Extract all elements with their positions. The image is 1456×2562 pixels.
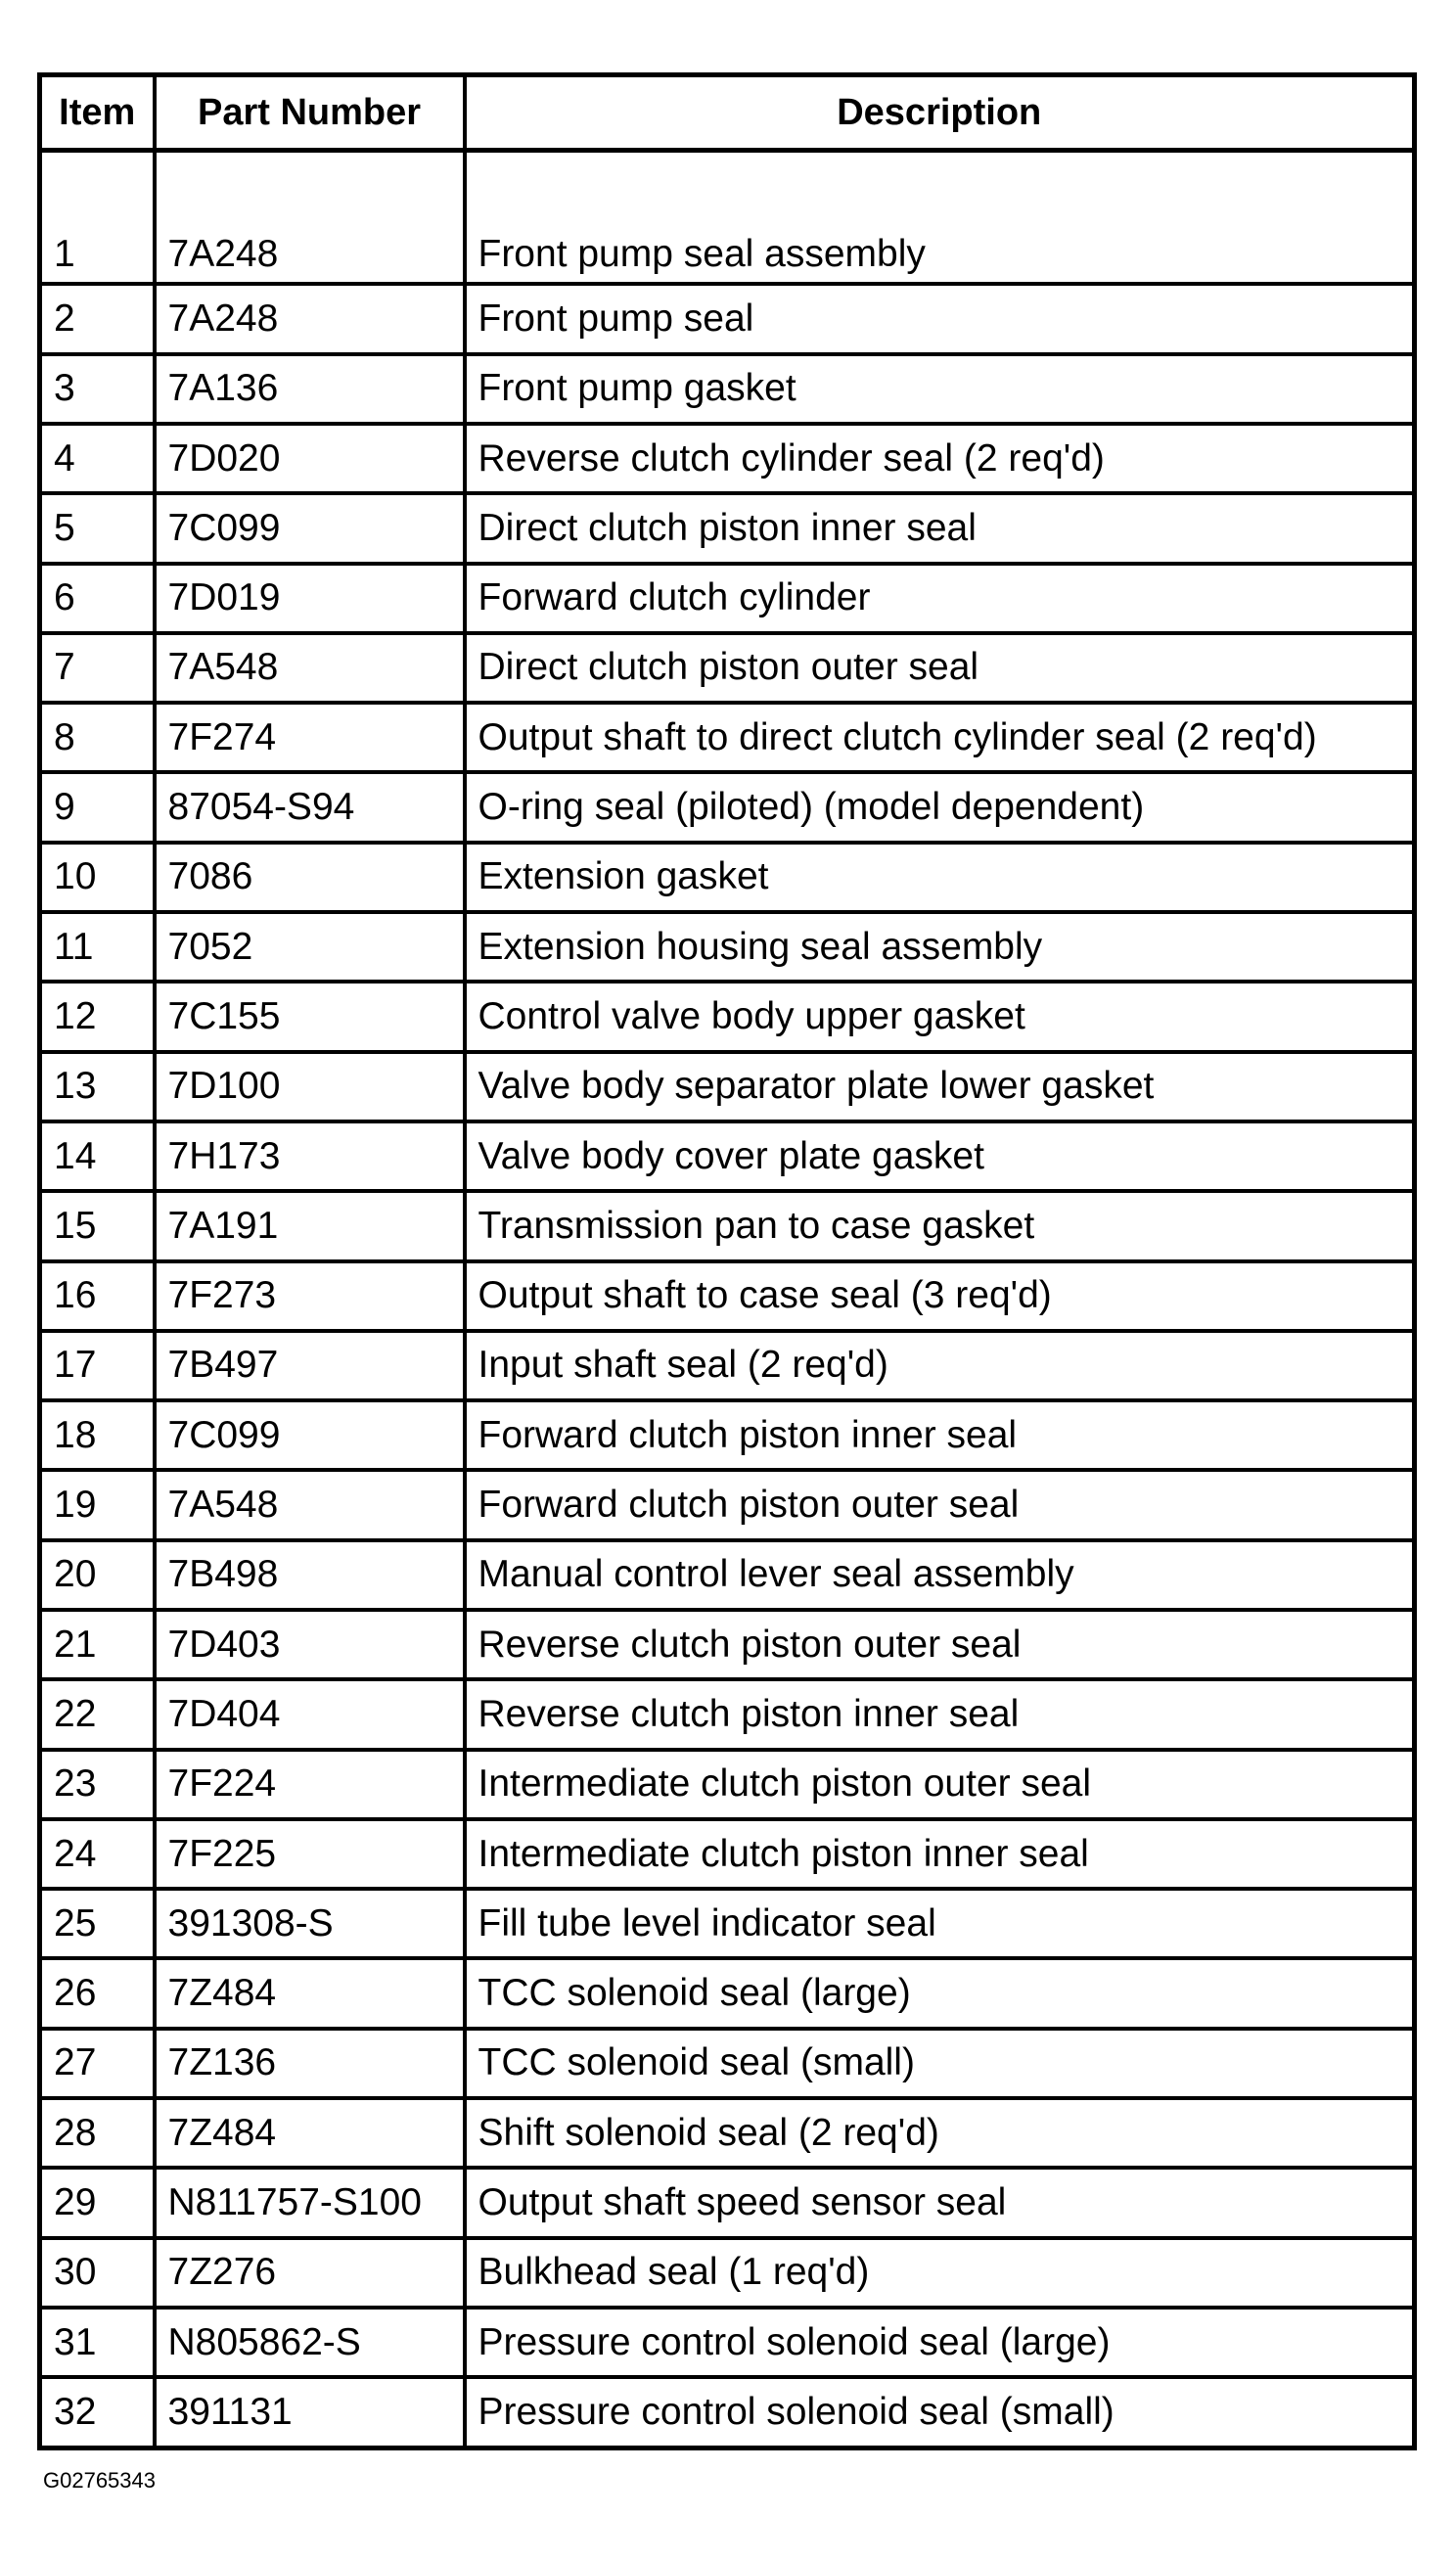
table-row (40, 1819, 1415, 1889)
cell-part-number: 7B497 (155, 1331, 465, 1400)
cell-part-number: 7Z484 (155, 1958, 465, 2028)
cell-item: 28 (40, 2098, 155, 2168)
table-row (40, 703, 1415, 772)
table-row (40, 1889, 1415, 1958)
table-row (40, 1052, 1415, 1121)
cell-part-number: 7A191 (155, 1191, 465, 1260)
cell-description: Valve body cover plate gasket (465, 1121, 1415, 1191)
cell-item: 6 (40, 564, 155, 633)
cell-part-number: 7052 (155, 912, 465, 982)
table-body (40, 151, 1415, 2448)
cell-item: 1 (40, 151, 155, 285)
cell-item: 21 (40, 1610, 155, 1679)
table-row (40, 2029, 1415, 2098)
cell-item: 20 (40, 1540, 155, 1610)
table-row (40, 2168, 1415, 2237)
cell-item: 2 (40, 284, 155, 353)
table-row (40, 1191, 1415, 1260)
table-row (40, 772, 1415, 842)
cell-item: 17 (40, 1331, 155, 1400)
cell-part-number: 7Z276 (155, 2238, 465, 2308)
figure-id: G02765343 (43, 2468, 156, 2493)
table-header (40, 75, 1415, 151)
table-row (40, 1261, 1415, 1331)
cell-item: 9 (40, 772, 155, 842)
table-row (40, 1121, 1415, 1191)
cell-part-number: 7D019 (155, 564, 465, 633)
header-row (40, 75, 1415, 151)
cell-item: 7 (40, 633, 155, 703)
cell-description: Intermediate clutch piston inner seal (465, 1819, 1415, 1889)
header-description: Description (465, 75, 1415, 151)
cell-description: Valve body separator plate lower gasket (465, 1052, 1415, 1121)
cell-description: Shift solenoid seal (2 req'd) (465, 2098, 1415, 2168)
table-row (40, 1331, 1415, 1400)
table-row (40, 284, 1415, 353)
cell-item: 18 (40, 1400, 155, 1470)
table-row (40, 493, 1415, 563)
cell-item: 16 (40, 1261, 155, 1331)
cell-part-number: 391308-S (155, 1889, 465, 1958)
cell-description: Direct clutch piston inner seal (465, 493, 1415, 563)
table-row (40, 2308, 1415, 2377)
cell-description: Forward clutch piston outer seal (465, 1470, 1415, 1539)
cell-part-number: 7Z136 (155, 2029, 465, 2098)
cell-item: 25 (40, 1889, 155, 1958)
cell-part-number: 7A548 (155, 1470, 465, 1539)
cell-item: 26 (40, 1958, 155, 2028)
cell-description: Fill tube level indicator seal (465, 1889, 1415, 1958)
cell-part-number: N805862-S (155, 2308, 465, 2377)
cell-item: 3 (40, 354, 155, 424)
cell-part-number: 7D403 (155, 1610, 465, 1679)
cell-item: 22 (40, 1679, 155, 1749)
cell-description: Reverse clutch cylinder seal (2 req'd) (465, 424, 1415, 493)
table-row (40, 2377, 1415, 2448)
cell-description: Extension gasket (465, 843, 1415, 912)
cell-description: Direct clutch piston outer seal (465, 633, 1415, 703)
table-row (40, 564, 1415, 633)
cell-item: 14 (40, 1121, 155, 1191)
cell-item: 23 (40, 1750, 155, 1819)
cell-part-number: 7B498 (155, 1540, 465, 1610)
cell-item: 32 (40, 2377, 155, 2448)
table-row (40, 1610, 1415, 1679)
cell-part-number: 7C099 (155, 493, 465, 563)
cell-part-number: 7D100 (155, 1052, 465, 1121)
cell-part-number: 7C099 (155, 1400, 465, 1470)
table-row (40, 1750, 1415, 1819)
cell-part-number: 87054-S94 (155, 772, 465, 842)
cell-part-number: 7H173 (155, 1121, 465, 1191)
parts-table (37, 72, 1417, 2450)
cell-item: 8 (40, 703, 155, 772)
table-row (40, 354, 1415, 424)
table-row (40, 1679, 1415, 1749)
table-row (40, 912, 1415, 982)
cell-description: O-ring seal (piloted) (model dependent) (465, 772, 1415, 842)
cell-description: Manual control lever seal assembly (465, 1540, 1415, 1610)
cell-part-number: 7Z484 (155, 2098, 465, 2168)
cell-part-number: 7A248 (155, 284, 465, 353)
table-row (40, 1470, 1415, 1539)
cell-description: Front pump seal assembly (465, 151, 1415, 285)
cell-item: 30 (40, 2238, 155, 2308)
cell-description: Pressure control solenoid seal (small) (465, 2377, 1415, 2448)
cell-part-number: 7A136 (155, 354, 465, 424)
cell-item: 12 (40, 982, 155, 1051)
table-row (40, 2098, 1415, 2168)
table-row (40, 633, 1415, 703)
cell-item: 24 (40, 1819, 155, 1889)
cell-description: Front pump gasket (465, 354, 1415, 424)
cell-item: 29 (40, 2168, 155, 2237)
cell-part-number: 7D404 (155, 1679, 465, 1749)
cell-description: Control valve body upper gasket (465, 982, 1415, 1051)
cell-item: 11 (40, 912, 155, 982)
cell-part-number: 7F274 (155, 703, 465, 772)
cell-item: 27 (40, 2029, 155, 2098)
header-item: Item (40, 75, 155, 151)
cell-item: 31 (40, 2308, 155, 2377)
cell-item: 19 (40, 1470, 155, 1539)
table-row (40, 151, 1415, 285)
cell-description: Output shaft speed sensor seal (465, 2168, 1415, 2237)
cell-description: Extension housing seal assembly (465, 912, 1415, 982)
cell-item: 10 (40, 843, 155, 912)
cell-part-number: 7F225 (155, 1819, 465, 1889)
table-row (40, 424, 1415, 493)
cell-item: 4 (40, 424, 155, 493)
cell-part-number: 7D020 (155, 424, 465, 493)
cell-item: 5 (40, 493, 155, 563)
cell-description: Front pump seal (465, 284, 1415, 353)
cell-description: Pressure control solenoid seal (large) (465, 2308, 1415, 2377)
cell-part-number: 7086 (155, 843, 465, 912)
table-row (40, 1958, 1415, 2028)
cell-description: TCC solenoid seal (large) (465, 1958, 1415, 2028)
cell-description: Forward clutch cylinder (465, 564, 1415, 633)
cell-description: Forward clutch piston inner seal (465, 1400, 1415, 1470)
cell-description: TCC solenoid seal (small) (465, 2029, 1415, 2098)
cell-part-number: 7A248 (155, 151, 465, 285)
header-part-number: Part Number (155, 75, 465, 151)
cell-description: Transmission pan to case gasket (465, 1191, 1415, 1260)
cell-description: Input shaft seal (2 req'd) (465, 1331, 1415, 1400)
cell-item: 15 (40, 1191, 155, 1260)
cell-description: Reverse clutch piston inner seal (465, 1679, 1415, 1749)
cell-part-number: 7F273 (155, 1261, 465, 1331)
table-row (40, 982, 1415, 1051)
cell-part-number: 391131 (155, 2377, 465, 2448)
cell-part-number: N811757-S100 (155, 2168, 465, 2237)
table-row (40, 843, 1415, 912)
cell-part-number: 7F224 (155, 1750, 465, 1819)
cell-description: Bulkhead seal (1 req'd) (465, 2238, 1415, 2308)
table-row (40, 1400, 1415, 1470)
cell-description: Output shaft to direct clutch cylinder seal (2 req'd) (465, 703, 1415, 772)
table-row (40, 1540, 1415, 1610)
cell-description: Reverse clutch piston outer seal (465, 1610, 1415, 1679)
cell-description: Output shaft to case seal (3 req'd) (465, 1261, 1415, 1331)
cell-part-number: 7A548 (155, 633, 465, 703)
cell-item: 13 (40, 1052, 155, 1121)
cell-part-number: 7C155 (155, 982, 465, 1051)
table-row (40, 2238, 1415, 2308)
cell-description: Intermediate clutch piston outer seal (465, 1750, 1415, 1819)
